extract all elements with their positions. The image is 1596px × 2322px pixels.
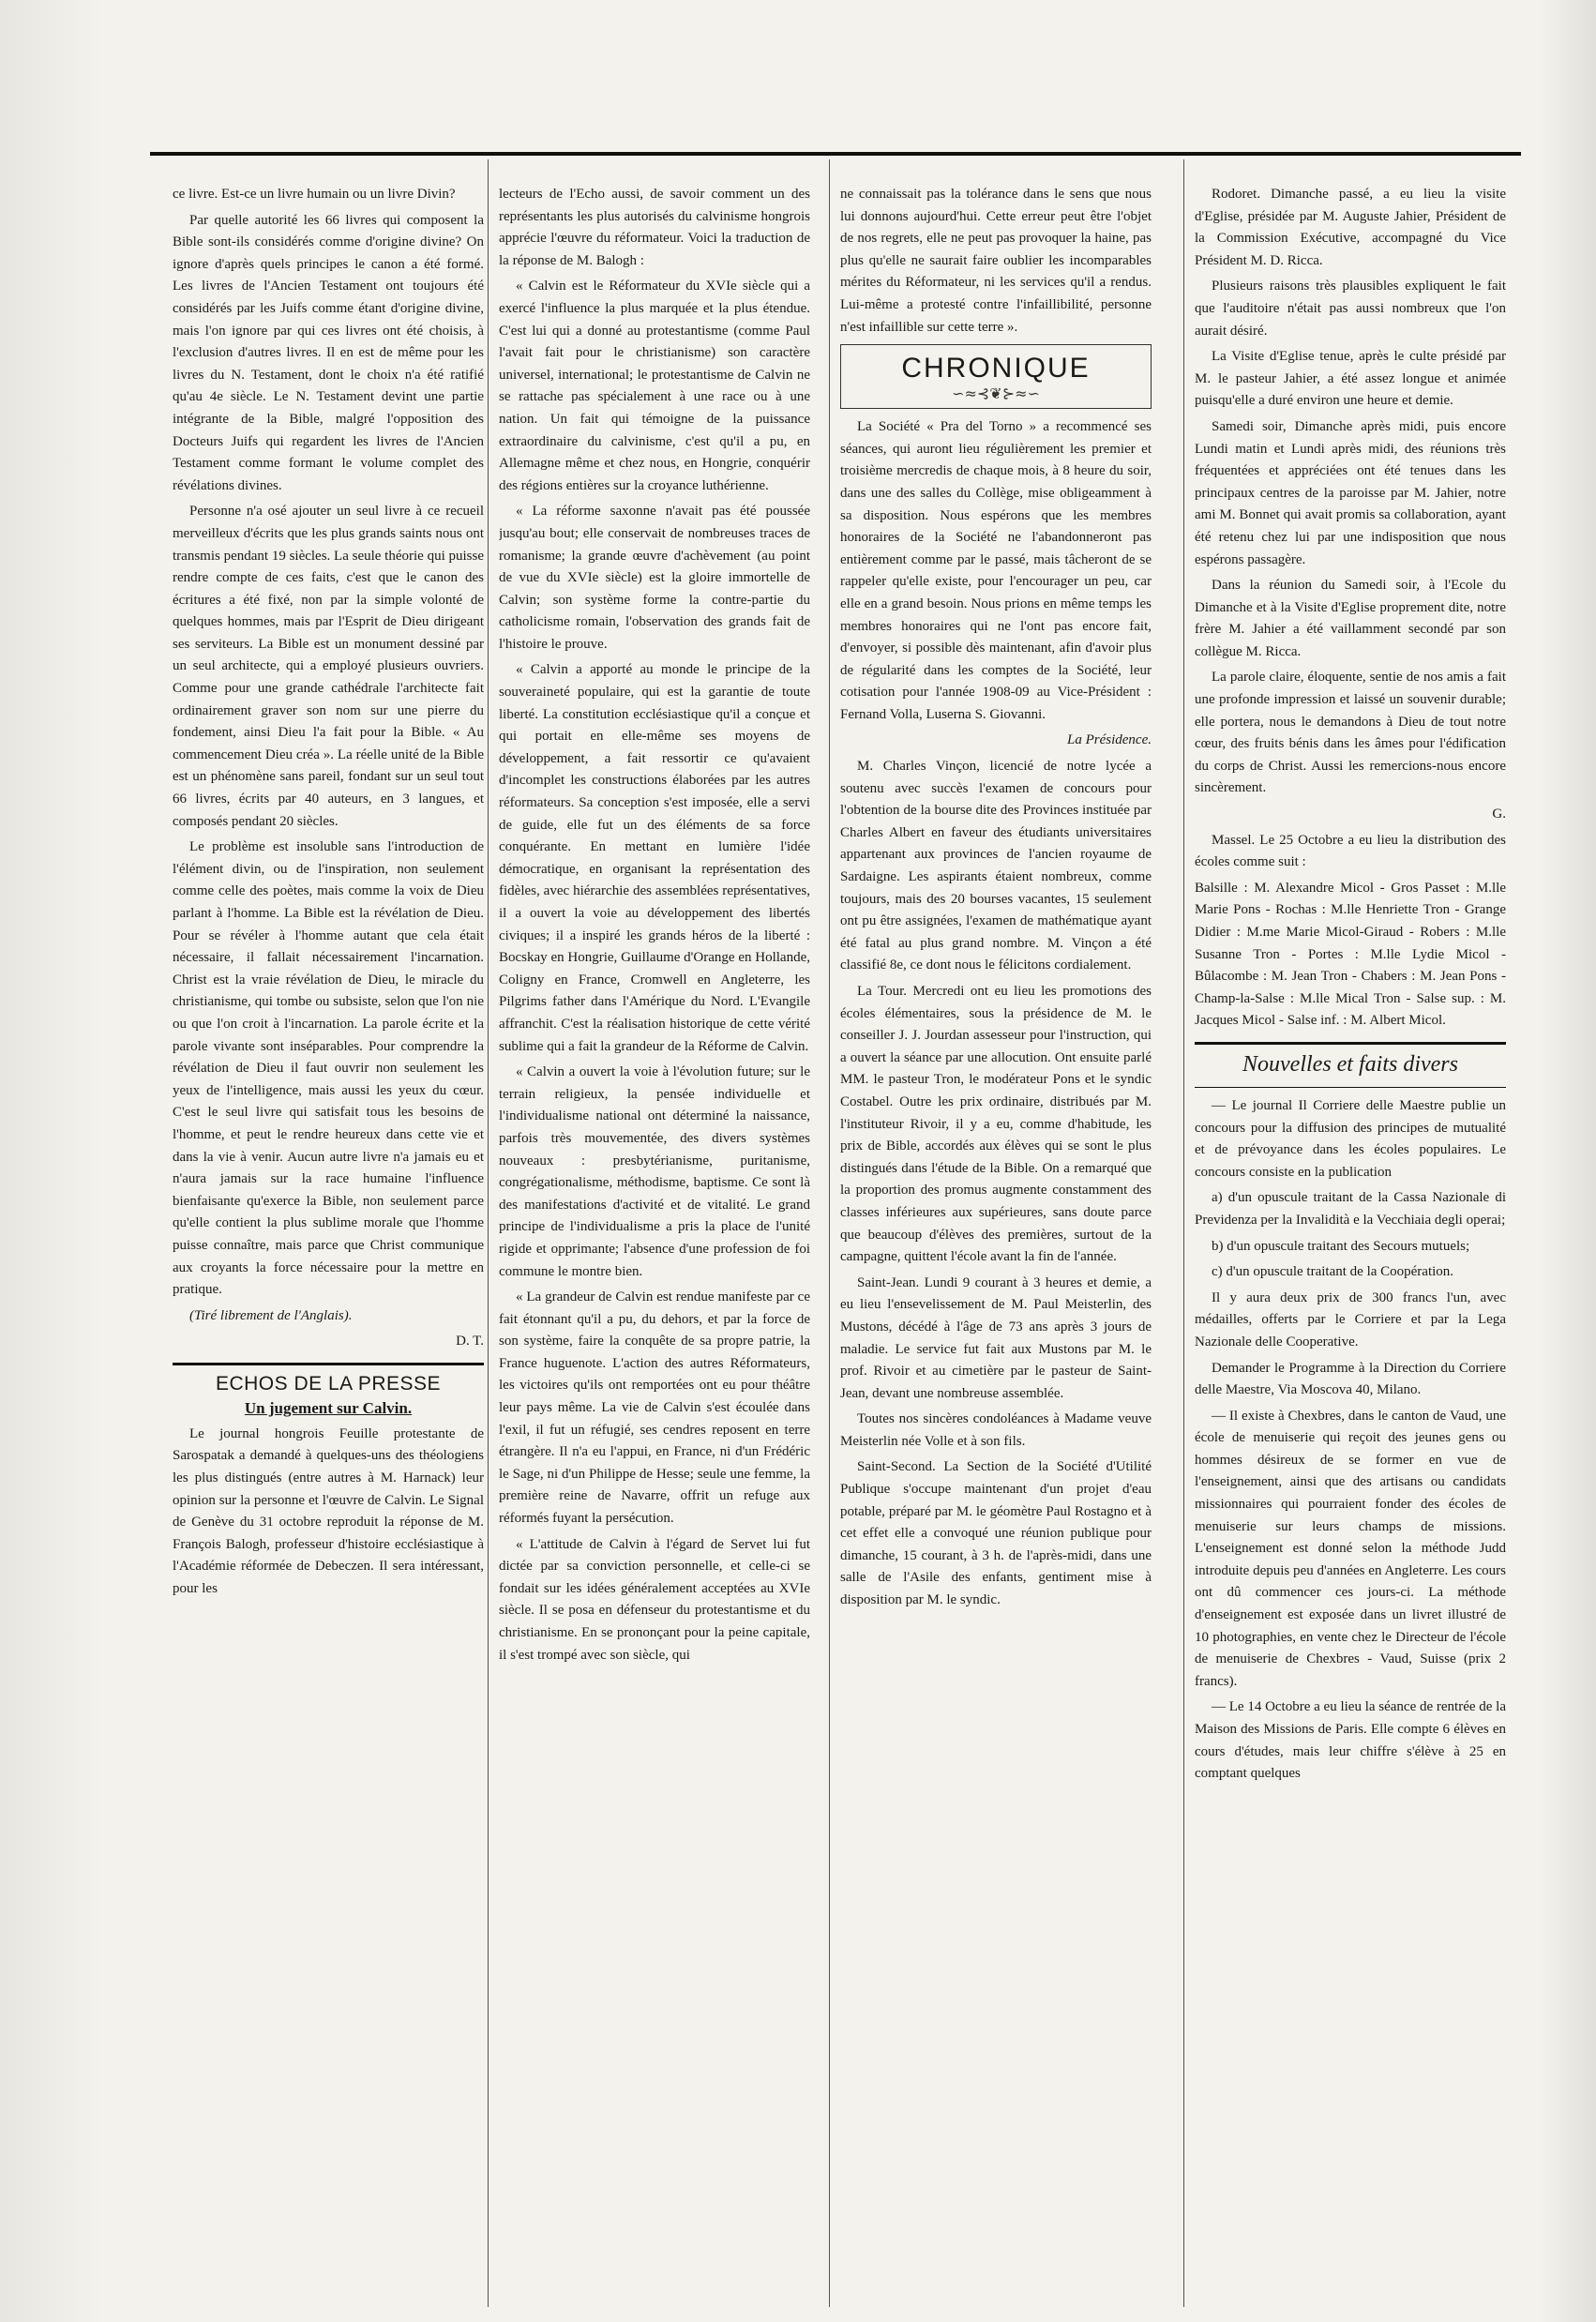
article-paragraph: Le journal hongrois Feuille protestante de Sarospatak a demandé à quelques-uns des théologiens les plus distingués (entre autres à M. Harnack) leur opinion sur la personne et l'œuvre de Calvin. Le Signal de Genève du 31 octobre reproduit la réponse de M. François Balogh, professeur d'histoire ecclésiastique à l'Académie réformée de Debeczen. Il sera intéressant, pour les	[173, 1425, 484, 1597]
article-subheading: Un jugement sur Calvin.	[244, 1398, 413, 1417]
article-paragraph: Toutes nos sincères condoléances à Madame veuve Meisterlin née Volle et à son fils.	[840, 1411, 1152, 1449]
article-paragraph: Le problème est insoluble sans l'introduction de l'élément divin, ou de l'inspiration, non seulement comme celle des poètes, mais comme la voix de Dieu parlant à l'homme. La Bible est la révélation de Dieu. Pour se révéler à l'homme autant que cela était nécessaire, il fallait nécessairement l'incarnation. Christ est la vraie révélation de Dieu, le miracle du christianisme, qui tombe ou subsiste, selon que l'on nie ou que l'on croit à l'incarnation. La parole écrite et la parole vivante sont inséparables. Pour comprendre la révélation de Dieu il faut ouvrir non seulement les yeux de l'intelligence, mais aussi les yeux du cœur. C'est le seul livre qui satisfait tous les besoins de l'homme, et peut le rendre heureux dans cette vie et dans la vie à venir. Aucun autre livre n'a jamais eu et n'aura jamais sur la race humaine l'influence bienfaisante qu'exerce la Bible, non seulement parce qu'elle contient la plus sublime morale que l'homme puisse connaître, mais parce que Christ communique aux croyants la force nécessaire pour la mettre en pratique.	[173, 839, 484, 1298]
section-heading-press: ECHOS DE LA PRESSE	[215, 1372, 442, 1395]
column-rule	[1183, 159, 1184, 2307]
article-paragraph: — Le journal Il Corriere delle Maestre publie un concours pour la diffusion des principes de mutualité et de prévoyance dans les écoles populaires. Le concours consiste en la publication	[1195, 1097, 1506, 1180]
column-rule	[488, 159, 489, 2307]
ornament: ∽≈⊰❦⊱≈∽	[952, 384, 1040, 403]
article-paragraph: ne connaissait pas la tolérance dans le sens que nous lui donnons aujourd'hui. Cette erreur peut être l'objet de nos regrets, elle ne peut pas provoquer la haine, pas plus qu'elle ne saurait faire oublier les incomparables mérites du Réformateur, ni les services qu'il a rendus. Lui-même a protesté contre l'infaillibilité, personne n'est infaillible sur cette terre ».	[840, 187, 1152, 335]
article-paragraph: « La grandeur de Calvin est rendue manifeste par ce fait étonnant qu'il a pu, du dehors, et par la force de son système, faire la conquête de sa propre patrie, la France huguenote. L'action des autres Réformateurs, les victoires qu'ils ont remportées ont eu pour théâtre leur pays même. La vie de Calvin s'est écoulée dans l'exil, il fut un réfugié, ses cendres reposent en terre étrangère. Il n'a eu l'appui, en France, ni d'un Frédéric le Sage, ni d'un Philippe de Hesse; seule une femme, la première reine de Navarre, offrit un refuge aux réformés fuyant la persécution.	[499, 1289, 810, 1527]
section-heading-chronique: CHRONIQUE	[901, 353, 1091, 384]
article-paragraph: La parole claire, éloquente, sentie de nos amis a fait une profonde impression et laissé un souvenir durable; elle portera, nous le demandons à Dieu de tout notre cœur, des fruits bénis dans les âmes pour l'édification du corps de Christ. Aussi les remercions-nous encore sincèrement.	[1195, 670, 1506, 796]
signature: D. T.	[456, 1334, 484, 1349]
article-paragraph: Dans la réunion du Samedi soir, à l'Ecole du Dimanche et à la Visite d'Eglise proprement dite, notre frère M. Jahier a été vaillamment secondé par son collègue M. Ricca.	[1195, 578, 1506, 659]
article-paragraph: c) d'un opuscule traitant de la Coopération.	[1212, 1264, 1454, 1280]
article-paragraph: Saint-Jean. Lundi 9 courant à 3 heures et demie, a eu lieu l'ensevelissement de M. Paul Meisterlin, des Mustons, décédé à l'âge de 73 ans après 3 jours de maladie. Le service fut fait aux Mustons par M. le prof. Rivoir et au cimetière par le pasteur de Saint-Jean, devant une nombreuse assemblée.	[840, 1274, 1152, 1401]
article-paragraph: Saint-Second. La Section de la Société d'Utilité Publique s'occupe maintenant d'un projet d'eau potable, préparé par M. le géomètre Paul Rostagno et à cet effet elle a convoqué une réunion publique pour dimanche, 15 courant, à 3 h. de l'après-midi, dans une salle de l'Asile des enfants, gentiment mise à disposition par M. le syndic.	[840, 1459, 1152, 1608]
article-paragraph: Demander le Programme à la Direction du Corriere delle Maestre, Via Moscova 40, Milano.	[1195, 1360, 1506, 1398]
section-heading-nouvelles: Nouvelles et faits divers	[1242, 1051, 1458, 1077]
section-rule	[173, 1363, 484, 1365]
article-paragraph: La Visite d'Eglise tenue, après le culte présidé par M. le pasteur Jahier, a été assez longue et animée puisqu'elle a duré environ une heure et demie.	[1195, 349, 1506, 409]
article-paragraph: Par quelle autorité les 66 livres qui composent la Bible sont-ils considérés comme d'origine divine? On ignore d'après quels principes le canon a été formé. Les livres de l'Ancien Testament ont toujours été considérés par les Juifs comme étant d'origine divine, mais l'on ignore par qui ces livres ont été choisis, à l'exclusion d'autres livres. Il en est de même pour les livres du N. Testament, dont le choix n'a été ratifié qu'au 4e siècle. Le N. Testament devint une partie intégrante de la Bible, malgré l'opposition des Docteurs Juifs qui regardent les livres de l'Ancien Testament comme formant le volume complet des révélations divines.	[173, 212, 484, 493]
scan-shadow-left	[0, 0, 103, 2322]
scan-shadow-right	[1540, 0, 1596, 2322]
article-paragraph: « Calvin a ouvert la voie à l'évolution future; sur le terrain religieux, la pensée individuelle et l'individualisme national ont déterminé la naissance, parfois très mouvementée, des divers systèmes nouveaux : presbytérianisme, puritanisme, congrégationalisme, méthodisme, baptisme. Ce sont là des manifestations d'activité et de vitalité. Le grand principe de l'individualisme a pris la place de l'unité rigide et opprimante; l'absence d'une profession de foi commune le montre bien.	[499, 1064, 810, 1279]
signature: G.	[1492, 807, 1506, 822]
article-paragraph: « L'attitude de Calvin à l'égard de Servet lui fut dictée par sa conviction personnelle, et celle-ci se fondait sur les idées généralement acceptées au XVIe siècle. Il se posa en défenseur du protestantisme et du christianisme. En se prononçant pour la peine capitale, il s'est trompé avec son siècle, qui	[499, 1536, 810, 1663]
top-rule	[150, 152, 1521, 156]
section-rule	[1195, 1087, 1506, 1088]
chronique-box	[840, 344, 1152, 409]
signature: La Présidence.	[1067, 732, 1152, 748]
source-note: (Tiré librement de l'Anglais).	[189, 1307, 353, 1323]
article-paragraph: Rodoret. Dimanche passé, a eu lieu la visite d'Eglise, présidée par M. Auguste Jahier, Président de la Commission Exécutive, accompagné du Vice Président M. D. Ricca.	[1195, 187, 1506, 268]
article-paragraph: « La réforme saxonne n'avait pas été poussée jusqu'au bout; elle conservait de nombreuses traces de romanisme; la grande œuvre d'achèvement (au point de vue du XVIe siècle) est la gloire immortelle de Calvin; son système forme la contre-partie du catholicisme romain, l'observation des grands fait de l'histoire le prouve.	[499, 504, 810, 652]
column-4	[1195, 184, 1506, 2284]
article-paragraph: Personne n'a osé ajouter un seul livre à ce recueil merveilleux d'écrits que les plus grands saints nous ont transmis pendant 19 siècles. La seule théorie qui puisse rendre compte de ces faits, c'est que le canon des écritures a été fixé, non par la simple volonté de quelques hommes, mais par l'Esprit de Dieu dirigeant ses serviteurs. La Bible est un monument dessiné par un seul architecte, qui a employé plusieurs ouvriers. Comme pour une grande cathédrale l'architecte fait ordinairement graver son nom sur une pierre du fondement, ainsi Dieu l'a fait pour la Bible. « Au commencement Dieu créa ». La réelle unité de la Bible est un phénomène sans pareil, fondant sur un seul tout 66 livres, écrits par 40 auteurs, en 3 langues, et composés pendant 20 siècles.	[173, 504, 484, 829]
article-paragraph: lecteurs de l'Echo aussi, de savoir comment un des représentants les plus autorisés du calvinisme hongrois apprécie l'œuvre du réformateur. Voici la traduction de la réponse de M. Balogh :	[499, 187, 810, 268]
article-paragraph: « Calvin est le Réformateur du XVIe siècle qui a exercé l'influence la plus marquée et la plus étendue. C'est lui qui a donné au protestantisme (comme Paul l'avait fait pour le christianisme) son caractère universel, international; le protestantisme de Calvin ne se rattache pas spécialement à une race ou à une nation. Un fait qui témoigne de la puissance extraordinaire du calvinisme, c'est qu'il a pu, en Allemagne même et chez nous, en Hongrie, conquérir des régions entières sur la croyance luthérienne.	[499, 279, 810, 493]
article-paragraph: — Il existe à Chexbres, dans le canton de Vaud, une école de menuiserie qui reçoit des jeunes gens ou hommes désireux de se former en vue de l'enseignement, ainsi que des artisans ou candidats missionnaires qui pourraient fonder des écoles de menuiserie sur leurs champs de missions. L'enseignement est donné selon la méthode Judd introduite depuis peu d'années en Angleterre. Les cours ont dû commencer ces jours-ci. La méthode d'enseignement est exposée dans un livret illustré de 10 photographies, en vente chez le Directeur de l'école de menuiserie de Chexbres - Vaud, Suisse (prix 2 francs).	[1195, 1408, 1506, 1689]
article-paragraph: Samedi soir, Dimanche après midi, puis encore Lundi matin et Lundi après midi, des réunions très fréquentées et appréciées ont été tenues dans les principaux centres de la paroisse par M. Jahier, notre ami M. Bonnet qui avait promis sa collaboration, ayant été retenu chez lui par une indisposition que nous espérons passagère.	[1195, 418, 1506, 567]
column-3	[840, 184, 1152, 2284]
article-paragraph: Plusieurs raisons très plausibles expliquent le fait que l'auditoire n'était pas aussi nombreux que l'on aurait désiré.	[1195, 279, 1506, 339]
article-paragraph: « Calvin a apporté au monde le principe de la souveraineté populaire, qui est la garantie de toute liberté. La constitution ecclésiastique qu'il a conçue et qui portait en elle-même ses moyens de développement, a fait ressortir ce qu'avaient d'incomplet les constructions élaborées par les autres réformateurs. Sa conception s'est imposée, elle a servi de guide, elle fut un des éléments de sa force conquérante. En mettant en lumière l'idée démocratique, en organisant la représentation des fidèles, avec hiérarchie des assemblées représentatives, il a ouvert la voie au développement des libertés civiques; il a inspiré les grands héros de la liberté : Bocskay en Hongrie, Guillaume d'Orange en Hollande, Coligny en France, Cromwell en Angleterre, les Pilgrims father dans l'Amérique du Nord. L'Evangile affranchit. C'est la réalisation historique de cette vérité sublime qui a fait la grandeur de la Réforme de Calvin.	[499, 662, 810, 1054]
article-paragraph: Balsille : M. Alexandre Micol - Gros Passet : M.lle Marie Pons - Rochas : M.lle Henriette Tron - Grange Didier : M.me Marie Micol-Giraud - Robers : M.lle Susanne Tron - Portes : M.lle Lydie Micol - Bûlacombe : M. Jean Tron - Chabers : M. Jean Pons - Champ-la-Salse : M.lle Mical Tron - Salse sup. : M. Jacques Micol - Salse inf. : M. Albert Micol.	[1195, 880, 1506, 1029]
column-rule	[829, 159, 830, 2307]
article-paragraph: La Tour. Mercredi ont eu lieu les promotions des écoles élémentaires, sous la présidence de M. le conseiller J. J. Jourdan assesseur pour l'instruction, qui a ouvert la séance par une allocution. Ont ensuite parlé MM. le pasteur Tron, le modérateur Pons et le syndic Costabel. Outre les prix ordinaire, distribués par M. l'instituteur Rivoir, il y a eu, comme d'habitude, les prix de Bible, accordés aux élèves qui se sont le plus distingués dans l'étude de la Bible. On a remarqué que la proportion des promus augmente constamment des classes inférieures aux supérieures, sans doute parce que beaucoup d'élèves des premières, surtout de la campagne, quittent l'école avant la fin de l'année.	[840, 984, 1152, 1265]
column-1	[173, 184, 484, 2284]
article-paragraph: a) d'un opuscule traitant de la Cassa Nazionale di Previdenza per la Invalidità e la Vecchiaia degli operai;	[1195, 1190, 1506, 1228]
article-paragraph: La Société « Pra del Torno » a recommencé ses séances, qui auront lieu régulièrement les premier et troisième mercredis de chaque mois, à 8 heure du soir, dans une des salles du Collège, mise obligeamment à sa disposition. Nous espérons que les membres honoraires de la Société ne l'abandonneront pas entièrement comme par le passé, mais tâcheront de se rappeler qu'elle existe, pour l'encourager un peu, car elle en a grand besoin. Nous prions en même temps les membres honoraires qui ne l'ont pas encore fait, d'envoyer, si possible dès maintenant, afin d'avoir plus de régularité dans les comptes de la Société, leur cotisation pour l'année 1908-09 au Vice-Président : Fernand Volla, Luserna S. Giovanni.	[840, 419, 1152, 722]
section-rule	[1195, 1042, 1506, 1045]
article-paragraph: ce livre. Est-ce un livre humain ou un livre Divin?	[173, 187, 456, 202]
article-paragraph: Il y aura deux prix de 300 francs l'un, avec médailles, offerts par le Corriere et par la Lega Nazionale delle Cooperative.	[1195, 1289, 1506, 1349]
article-paragraph: Massel. Le 25 Octobre a eu lieu la distribution des écoles comme suit :	[1195, 832, 1506, 870]
article-paragraph: — Le 14 Octobre a eu lieu la séance de rentrée de la Maison des Missions de Paris. Elle compte 6 élèves en cours d'études, mais leur chiffre s'élève à 25 en comptant quelques	[1195, 1699, 1506, 1782]
column-2	[499, 184, 810, 2284]
article-paragraph: b) d'un opuscule traitant des Secours mutuels;	[1212, 1238, 1470, 1254]
article-paragraph: M. Charles Vinçon, licencié de notre lycée a soutenu avec succès l'examen de concours pour l'obtention de la bourse dite des Provinces instituée par Charles Albert en faveur des étudiants universitaires appartenant aux provinces de l'ancien royaume de Sardaigne. Les aspirants étaient nombreux, comme toujours, mais des 20 bourses vacantes, 15 seulement ont pu être assignées, l'examen de mathématique ayant été fatal au plus grand nombre. M. Vinçon a été classifié 8e, ce dont nous le félicitons cordialement.	[840, 759, 1152, 973]
